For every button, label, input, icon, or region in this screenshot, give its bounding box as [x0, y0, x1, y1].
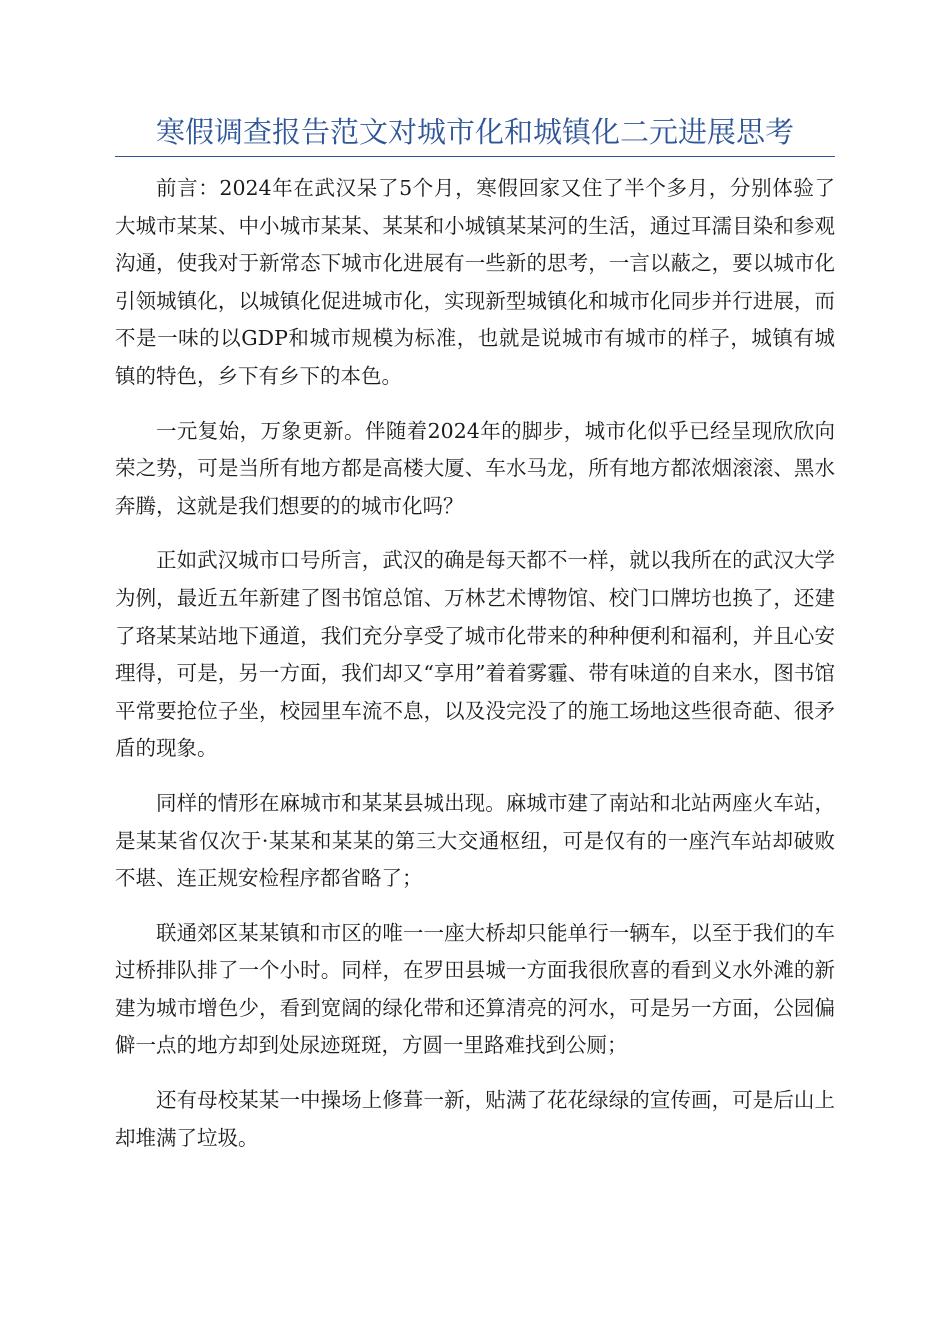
- document-body: [115, 170, 835, 1174]
- paragraph-school: 还有母校某某一中操场上修葺一新，贴满了花花绿绿的宣传画，可是后山上却堆满了垃圾。: [115, 1088, 835, 1150]
- title-block: [115, 112, 835, 157]
- paragraph-new-year: 一元复始，万象更新。伴随着2024年的脚步，城市化似乎已经呈现欣欣向荣之势，可是当所有地方都是高楼大厦、车水马龙，所有地方都浓烟滚滚、黑水奔腾，这就是我们想要的的城市化吗？: [115, 418, 835, 518]
- paragraph-wuhan: 正如武汉城市口号所言，武汉的确是每天都不一样，就以我所在的武汉大学为例，最近五年新建了图书馆总馆、万林艺术博物馆、校门口牌坊也换了，还建了珞某某站地下通道，我们充分享受了城市化带来的种种便利和福利，并且心安理得，可是，另一方面，我们却又“享用”着着雾霾、带有味道的自来水，图书馆平常要抢位子坐，校园里车流不息，以及没完没了的施工场地这些很奇葩、很矛盾的现象。: [115, 548, 835, 761]
- paragraph-bridge: 联通郊区某某镇和市区的唯一一座大桥却只能单行一辆车，以至于我们的车过桥排队排了一个小时。同样，在罗田县城一方面我很欣喜的看到义水外滩的新建为城市增色少，看到宽阔的绿化带和还算清亮的河水，可是另一方面，公园偏僻一点的地方却到处尿迹斑斑，方圆一里路难找到公厕；: [115, 920, 835, 1058]
- document-title: 寒假调查报告范文对城市化和城镇化二元进展思考: [155, 115, 794, 149]
- paragraph-macheng: 同样的情形在麻城市和某某县城出现。麻城市建了南站和北站两座火车站，是某某省仅次于·某某和某某的第三大交通枢纽，可是仅有的一座汽车站却破败不堪、连正规安检程序都省略了；: [115, 790, 835, 891]
- paragraph-preface: 前言：2024年在武汉呆了5个月，寒假回家又住了半个多月，分别体验了大城市某某、中小城市某某、某某和小城镇某某河的生活，通过耳濡目染和参观沟通，使我对于新常态下城市化进展有一些新的思考，一言以蔽之，要以城市化引领城镇化，以城镇化促进城市化，实现新型城镇化和城市化同步并行进展，而不是一味的以GDP和城市规模为标准，也就是说城市有城市的样子，城镇有城镇的特色，乡下有乡下的本色。: [115, 176, 835, 388]
